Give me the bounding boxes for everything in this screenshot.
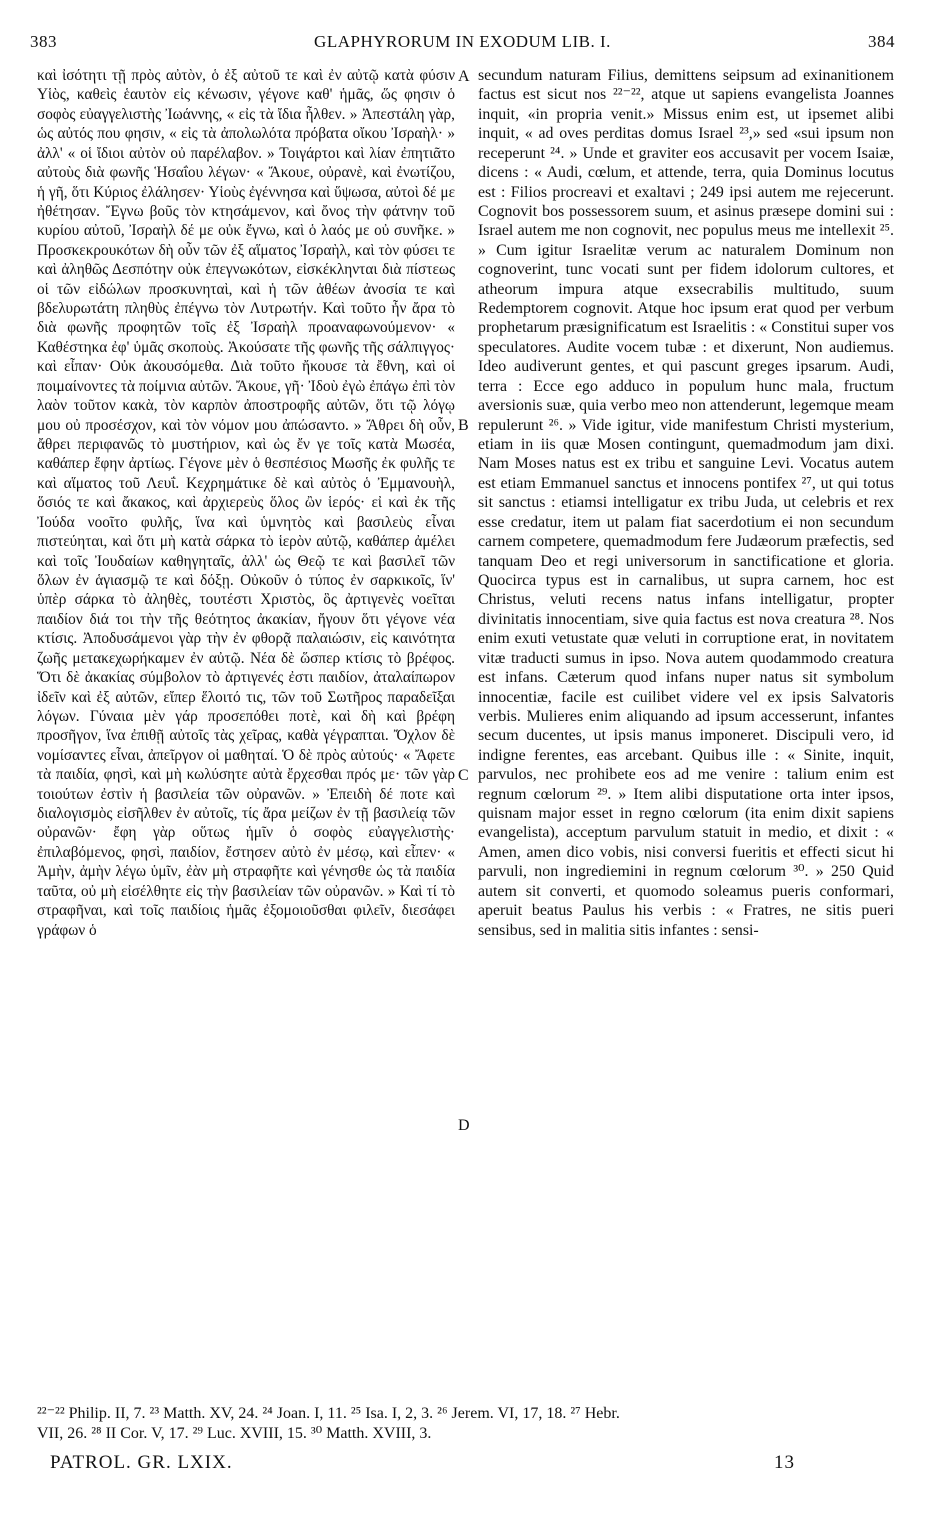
greek-column xyxy=(37,66,455,940)
margin-marker-a: A xyxy=(458,68,470,85)
latin-column xyxy=(478,66,894,940)
running-title: GLAPHYRORUM IN EXODUM LIB. I. xyxy=(314,32,611,51)
footer-series: PATROL. GR. LXIX. xyxy=(50,1452,233,1473)
margin-marker-b: B xyxy=(458,417,469,434)
footnote-line-2: VII, 26. ²⁸ II Cor. V, 17. ²⁹ Luc. XVIII, 15. ³⁰ Matth. XVIII, 3. xyxy=(37,1425,432,1442)
margin-marker-d: D xyxy=(458,1117,470,1134)
greek-text: καὶ ἰσότητι τῇ πρὸς αὐτὸν, ὁ ἐξ αὐτοῦ τε καὶ ἐν αὐτῷ κατὰ φύσιν Υἱὸς, καθεὶς ἑαυτὸν εἰς κένωσιν, γέγονε καθ' ἡμᾶς, ὥς φησιν ὁ σοφὸς εὐαγγελιστὴς Ἰωάννης, « εἰς τὰ ἴδια ἦλθεν. » Ἀπεστάλη γὰρ, ὡς αὐτός που φησιν, « εἰς τὰ ἀπολωλότα πρόβατα οἴκου Ἰσραὴλ· » ἀλλ' « οἱ ἴδιοι αὐτὸν οὐ παρέλαβον. » Τοιγάρτοι καὶ λίαν ἐπητιᾶτο αὐτοὺς διὰ φωνῆς Ἡσαΐου λέγων· « Ἄκουε, οὐρανὲ, καὶ ἐνωτίζου, ἡ γῆ, ὅτι Κύριος ἐλάλησεν· Υἱοὺς ἐγέννησα καὶ ὕψωσα, αὐτοὶ δέ με ἠθέτησαν. Ἔγνω βοῦς τὸν κτησάμενον, καὶ ὄνος τὴν φάτνην τοῦ κυρίου αὐτοῦ, Ἰσραὴλ δέ με οὐκ ἔγνω, καὶ ὁ λαός με οὐ συνῆκε. » Προσκεκρουκότων δὴ οὖν τῶν ἐξ αἵματος Ἰσραὴλ, καὶ τὸν φύσει τε καὶ ἀληθῶς Δεσπότην οὐκ ἐπεγνωκότων, εἰσκέκληνται διὰ πίστεως οἱ τῶν εἰδώλων προσκυνηταὶ, καὶ ἡ τῶν ἀθέων ἀνοσία τε καὶ βδελυρωτάτη πληθὺς ἐπέγνω τὸν Λυτρωτήν. Καὶ τοῦτο ἦν ἄρα τὸ διὰ φωνῆς προφητῶν τοῖς ἐξ Ἰσραὴλ προαναφωνούμενον· « Καθέστηκα ἐφ' ὑμᾶς σκοποὺς. Ἀκούσατε τῆς φωνῆς τῆς σάλπιγγος· καὶ εἶπαν· Οὐκ ἀκουσόμεθα. Διὰ τοῦτο ἤκουσε τὰ ἔθνη, καὶ οἱ ποιμαίνοντες τὰ ποίμνια αὐτῶν. Ἄκουε, γῆ· Ἰδοὺ ἐγὼ ἐπάγω ἐπὶ τὸν λαὸν τοῦτον κακὰ, τὸν καρπὸν ἀποστροφῆς αὐτῶν, ὅτι τῷ λόγῳ μου οὐ προσέσχον, καὶ τὸν νόμον μου ἀπώσαντο. » Ἄθρει δὴ οὖν, ἄθρει περιφανῶς τὸ μυστήριον, καὶ ὡς ἔν γε τοῖς κατὰ Μωσέα, καθάπερ ἔφην ἀρτίως. Γέγονε μὲν ὁ θεσπέσιος Μωσῆς ἐκ φυλῆς τε καὶ αἵματος τοῦ Λευΐ. Κεχρημάτικε δὲ καὶ αὐτὸς ὁ Ἐμμανουὴλ, ὅσιός τε καὶ ἄκακος, καὶ ἀρχιερεὺς ὅλος ὢν ἱερός· εἰ καὶ ἐκ τῆς Ἰούδα νοοῖτο φυλῆς, ἵνα καὶ ὑμνητὸς καὶ βασιλεὺς εἶναι πιστεύηται, καὶ ὅτι μὴ κατὰ σάρκα τὸ ἱερὸν αὐτῷ, καθάπερ ἀμέλει καὶ τοῖς Ἰουδαίων καθηγηταῖς, ἀλλ' ὡς Θεῷ τε καὶ βασιλεῖ τῶν ὅλων ἐν ἁγιασμῷ τε καὶ δόξῃ. Οὐκοῦν ὁ τύπος ἐν σαρκικοῖς, ἵν' ὑπὲρ σάρκα τὸ ἀληθὲς, τουτέστι Χριστὸς, ὃς ἀρτιγενὲς νοεῖται παιδίον διά τοι τὴν τῆς θεότητος ἀκακίαν, ἤγουν ὅτι γέγονε νέα κτίσις. Ἀποδυσάμενοι γὰρ τὴν ἐν φθορᾷ παλαιώσιν, εἰς καινότητα ζωῆς μετακεχωρήκαμεν ἐν αὐτῷ. Νέα δὲ ὥσπερ κτίσις τὸ βρέφος. Ὅτι δὲ ἀκακίας σύμβολον τὸ ἀρτιγενές ἐστι παιδίον, ἀταλαίπωρον ἰδεῖν καὶ ἐξ αὐτῶν, εἴπερ ἕλοιτό τις, τῶν τοῦ Σωτῆρος παραδεῖξαι λόγων. Γύναια μὲν γάρ προσεπόθει ποτὲ, καὶ δὴ καὶ βρέφη προσῆγον, ἵνα ἐπιθῇ αὐτοῖς τὰς χεῖρας, καθὰ γέγραπται. Ὄχλον δὲ νομίσαντες εἶναι, ἀπεῖργον οἱ μαθηταί. Ὁ δὲ πρὸς αὐτούς· « Ἄφετε τὰ παιδία, φησὶ, καὶ μὴ κωλύσητε αὐτὰ ἔρχεσθαι πρός με· τῶν γὰρ τοιούτων ἐστὶν ἡ βασιλεία τῶν οὐρανῶν. » Ἐπειδὴ δέ ποτε καὶ διαλογισμὸς εἰσῆλθεν ἐν αὐτοῖς, τίς ἄρα μείζων ἐν τῇ βασιλείᾳ τῶν οὐρανῶν· ἔφη γὰρ οὕτως ἡμῖν ὁ σοφὸς εὐαγγελιστὴς· ἐπιλαβόμενος, φησὶ, παιδίον, ἔστησεν αὐτὸ ἐν μέσῳ, καὶ εἶπεν· « Ἀμὴν, ἀμὴν λέγω ὑμῖν, ἐὰν μὴ στραφῆτε καὶ γένησθε ὡς τὰ παιδία ταῦτα, οὐ μὴ εἰσέλθητε εἰς τὴν βασιλείαν τῶν οὐρανῶν. » Καὶ τί τὸ στραφῆναι, καὶ τοῖς παιδίοις ἡμᾶς ἐξομοιοῦσθαι φιλεῖν, διεσάφει γράφων ὁ xyxy=(37,67,455,939)
footer-signature: 13 xyxy=(774,1452,795,1473)
page-number-right: 384 xyxy=(868,32,895,51)
footnotes xyxy=(37,1404,897,1444)
footnote-line-1: ²²⁻²² Philip. II, 7. ²³ Matth. XV, 24. ²⁴ Joan. I, 11. ²⁵ Isa. I, 2, 3. ²⁶ Jerem. VI, 17, 18. ²⁷ Hebr. xyxy=(37,1405,620,1422)
latin-text: secundum naturam Filius, demittens seipsum ad exinanitionem factus est sicut nos ²²⁻²², atque ut sapiens evangelista Joannes inquit, «in propria venit.» Missus enim est, ut ipsemet alibi inquit, « ad oves perditas domus Israel ²³,» sed «sui ipsum non receperunt ²⁴. » Unde et graviter eos accusavit per vocem Isaiæ, dicens : « Audi, cœlum, et attende, terra, quia Dominus locutus est : Filios procreavi et exaltavi ; 249 ipsi autem me rejecerunt. Cognovit bos possessorem suum, et asinus præsepe domini sui : Israel autem me non cognovit, nec populus meus me intellexit ²⁵. » Cum igitur Israelitæ verum ac naturalem Dominum non cognoverint, tunc vocati sunt per fidem idolorum cultores, et atheorum impura atque exsecrabilis multitudo, suum Redemptorem cognovit. Atque hoc ipsum erat quod per verbum prophetarum præsignificatum est Israelitis : « Constitui super vos speculatores. Audite vocem tubæ : et dixerunt, Non audiemus. Ideo audiverunt gentes, et qui pascunt greges ipsarum. Audi, terra : Ecce ego adduco in populum hunc mala, fructum aversionis suæ, quia verbo meo non attenderunt, legemque meam repulerunt ²⁶. » Vide igitur, vide manifestum Christi mysterium, etiam in iis quæ Mosen contingunt, quemadmodum jam dixi. Nam Moses natus est ex tribu et sanguine Levi. Vocatus autem est etiam Emmanuel sanctus et innocens pontifex ²⁷, ut qui totus sit sanctus : etiamsi intelligatur ex tribu Juda, ut celebris et rex esse credatur, item ut palam fiat sacerdotium ei non secundum carnem competere, quemadmodum fere Judæorum præfectis, sed tanquam Deo et regi universorum in sanctificatione et gloria. Quocirca typus est in carnalibus, ut supra carnem, hoc est Christus, veluti recens natus infans intelligatur, propter divinitatis innocentiam, sive quia factus est nova creatura ²⁸. Nos enim exuti vetustate quæ veluti in corruptione erat, in novitatem vitæ traducti sumus in ipso. Nova autem quodammodo creatura est infans. Cæterum quod infans nuper natus sit symbolum innocentiæ, facile est cuilibet videre vel ex ipsis Salvatoris verbis. Mulieres enim aliquando ad ipsum accesserunt, infantes secum ducentes, ut ipsis manus imponeret. Discipuli vero, id indigne ferentes, eas arcebant. Quibus ille : « Sinite, inquit, parvulos, nec prohibete eos ad me venire : talium enim est regnum cœlorum ²⁹. » Item alibi disputatione orta inter ipsos, quisnam major esset in regno cœlorum (ita enim dixit sapiens evangelista), acceptum parvulum statuit in medio, et dixit : « Amen, amen dico vobis, nisi conversi fueritis et effecti sicut hi parvuli, non ingrediemini in regnum cœlorum ³⁰. » 250 Quid autem sit converti, et quomodo soleamus pueris conformari, aperuit beatus Paulus his verbis : « Fratres, ne sitis pueri sensibus, sed in malitia sitis infantes : sensi- xyxy=(478,67,894,939)
running-header xyxy=(30,32,895,58)
margin-marker-c: C xyxy=(458,767,469,784)
page-footer xyxy=(50,1452,795,1476)
page-number-left: 383 xyxy=(30,32,57,51)
